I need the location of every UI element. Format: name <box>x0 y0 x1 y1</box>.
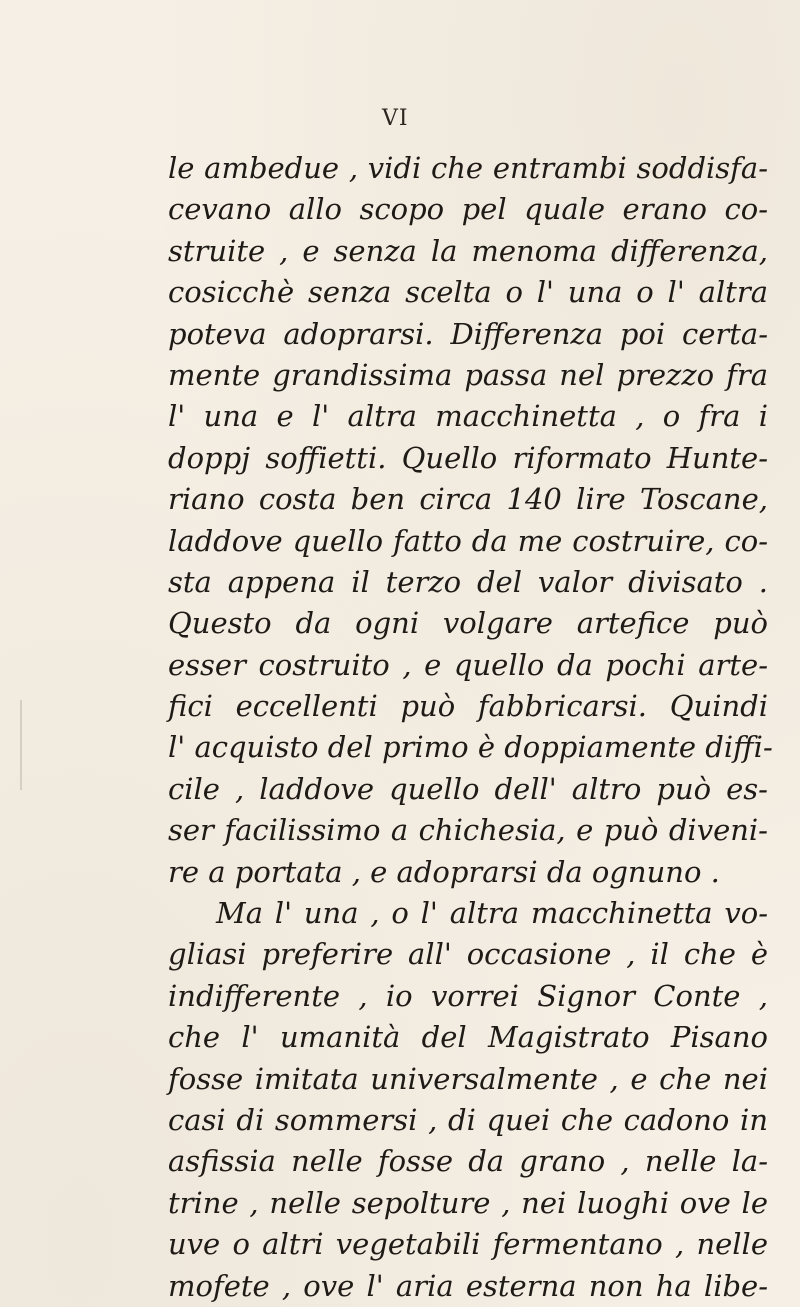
text-line: Questo da ogni volgare artefice può <box>168 606 768 641</box>
text-line: gliasi preferire all' occasione , il che è <box>168 937 768 972</box>
text-line: trine , nelle sepolture , nei luoghi ove le <box>168 1185 768 1220</box>
text-line: poteva adoprarsi. Differenza poi certa- <box>168 316 768 351</box>
text-line: cile , laddove quello dell' altro può es- <box>168 771 768 806</box>
text-line: mofete , ove l' aria esterna non ha libe- <box>168 1268 768 1303</box>
text-line: struite , e senza la menoma differenza, <box>168 233 768 268</box>
text-line: indifferente , io vorrei Signor Conte , <box>168 978 768 1013</box>
page-edge-shadow <box>20 700 22 790</box>
text-line: l' una e l' altra macchinetta , o fra i <box>168 399 768 434</box>
text-line: sta appena il terzo del valor divisato . <box>168 564 768 599</box>
text-line: uve o altri vegetabili fermentano , nelle <box>168 1227 768 1262</box>
text-line: mente grandissima passa nel prezzo fra <box>168 357 768 392</box>
text-line: cevano allo scopo pel quale erano co- <box>168 192 768 227</box>
text-line: che l' umanità del Magistrato Pisano <box>168 1020 768 1055</box>
text-line: ser facilissimo a chichesia, e può diveni- <box>168 813 768 848</box>
text-line: fici eccellenti può fabbricarsi. Quindi <box>168 689 768 724</box>
body-text <box>168 148 773 1307</box>
text-line: fosse imitata universalmente , e che nei <box>168 1061 768 1096</box>
text-line: l' acquisto del primo è doppiamente diffi- <box>168 730 773 765</box>
text-line-paragraph-start: Ma l' una , o l' altra macchinetta vo- <box>216 896 768 931</box>
text-line: asfissia nelle fosse da grano , nelle la- <box>168 1144 768 1179</box>
text-line: casi di sommersi , di quei che cadono in <box>168 1102 768 1137</box>
text-line: doppj soffietti. Quello riformato Hunte- <box>168 440 768 475</box>
text-line: le ambedue , vidi che entrambi soddisfa- <box>168 151 768 185</box>
text-line: laddove quello fatto da me costruire, co- <box>168 523 768 558</box>
text-line: cosicchè senza scelta o l' una o l' altra <box>168 275 768 310</box>
page-number: VI <box>382 106 409 131</box>
text-line: re a portata , e adoprarsi da ognuno . <box>168 854 720 889</box>
text-line: esser costruito , e quello da pochi arte- <box>168 647 768 682</box>
text-line: riano costa ben circa 140 lire Toscane, <box>168 482 768 517</box>
